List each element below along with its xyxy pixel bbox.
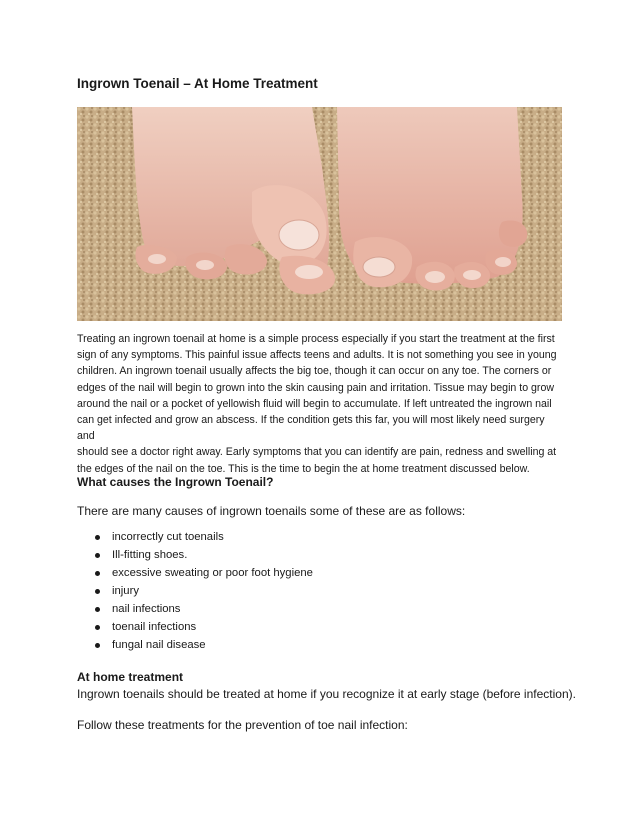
intro-line: Treating an ingrown toenail at home is a simple process especially if you start the treatment at the first [77,333,555,345]
list-item-text: toenail infections [112,621,197,633]
intro-line: should see a doctor right away. Early symptoms that you can identify are pain, redness and swelling at [77,446,557,459]
intro-line: edges of the nail will begin to grown into the skin causing pain and irritation. Tissue may begin to grow [77,381,554,394]
bullet-icon [95,607,100,612]
bullet-icon [95,589,100,594]
list-item-text: nail infections [112,603,181,615]
feet-photo [77,107,562,321]
intro-line: children. An ingrown toenail usually affects the big toe, though it can occur on any toe. The corners or [77,365,552,378]
document-title: Ingrown Toenail – At Home Treatment [77,76,318,91]
list-item-text: Ill-fitting shoes. [112,549,188,561]
intro-paragraph [77,331,565,477]
bullet-icon [95,571,100,576]
list-item-text: injury [112,585,139,597]
list-item-text: excessive sweating or poor foot hygiene [112,567,313,579]
list-item [95,582,313,600]
list-item [95,546,313,564]
bullet-icon [95,643,100,648]
list-item-text: incorrectly cut toenails [112,531,224,543]
home-treatment-text: Ingrown toenails should be treated at home if you recognize it at early stage (before infection). [77,687,576,701]
list-item [95,618,313,636]
list-item [95,600,313,618]
list-item [95,528,313,546]
causes-heading: What causes the Ingrown Toenail? [77,475,274,489]
list-item-text: fungal nail disease [112,639,206,651]
intro-line: around the nail or a pocket of yellowish fluid will begin to accumulate. If left untreated the ingrown nail [77,397,552,410]
causes-list [95,528,313,654]
home-treatment-heading: At home treatment [77,670,184,684]
list-item [95,564,313,582]
right-foot [337,107,527,290]
intro-line: the edges of the nail on the toe. This is the time to begin the at home treatment discussed below. [77,462,530,475]
intro-line: can get infected and grow an abscess. If the condition gets this far, you will most likely need surgery and [77,414,545,443]
causes-lead: There are many causes of ingrown toenails some of these are as follows: [77,504,466,518]
bullet-icon [95,625,100,630]
intro-line: sign of any symptoms. This painful issue affects teens and adults. It is not something you see in young [77,349,557,362]
bullet-icon [95,535,100,540]
left-foot [132,107,335,294]
bullet-icon [95,553,100,558]
follow-treatments-text: Follow these treatments for the prevention of toe nail infection: [77,718,408,732]
list-item [95,636,313,654]
